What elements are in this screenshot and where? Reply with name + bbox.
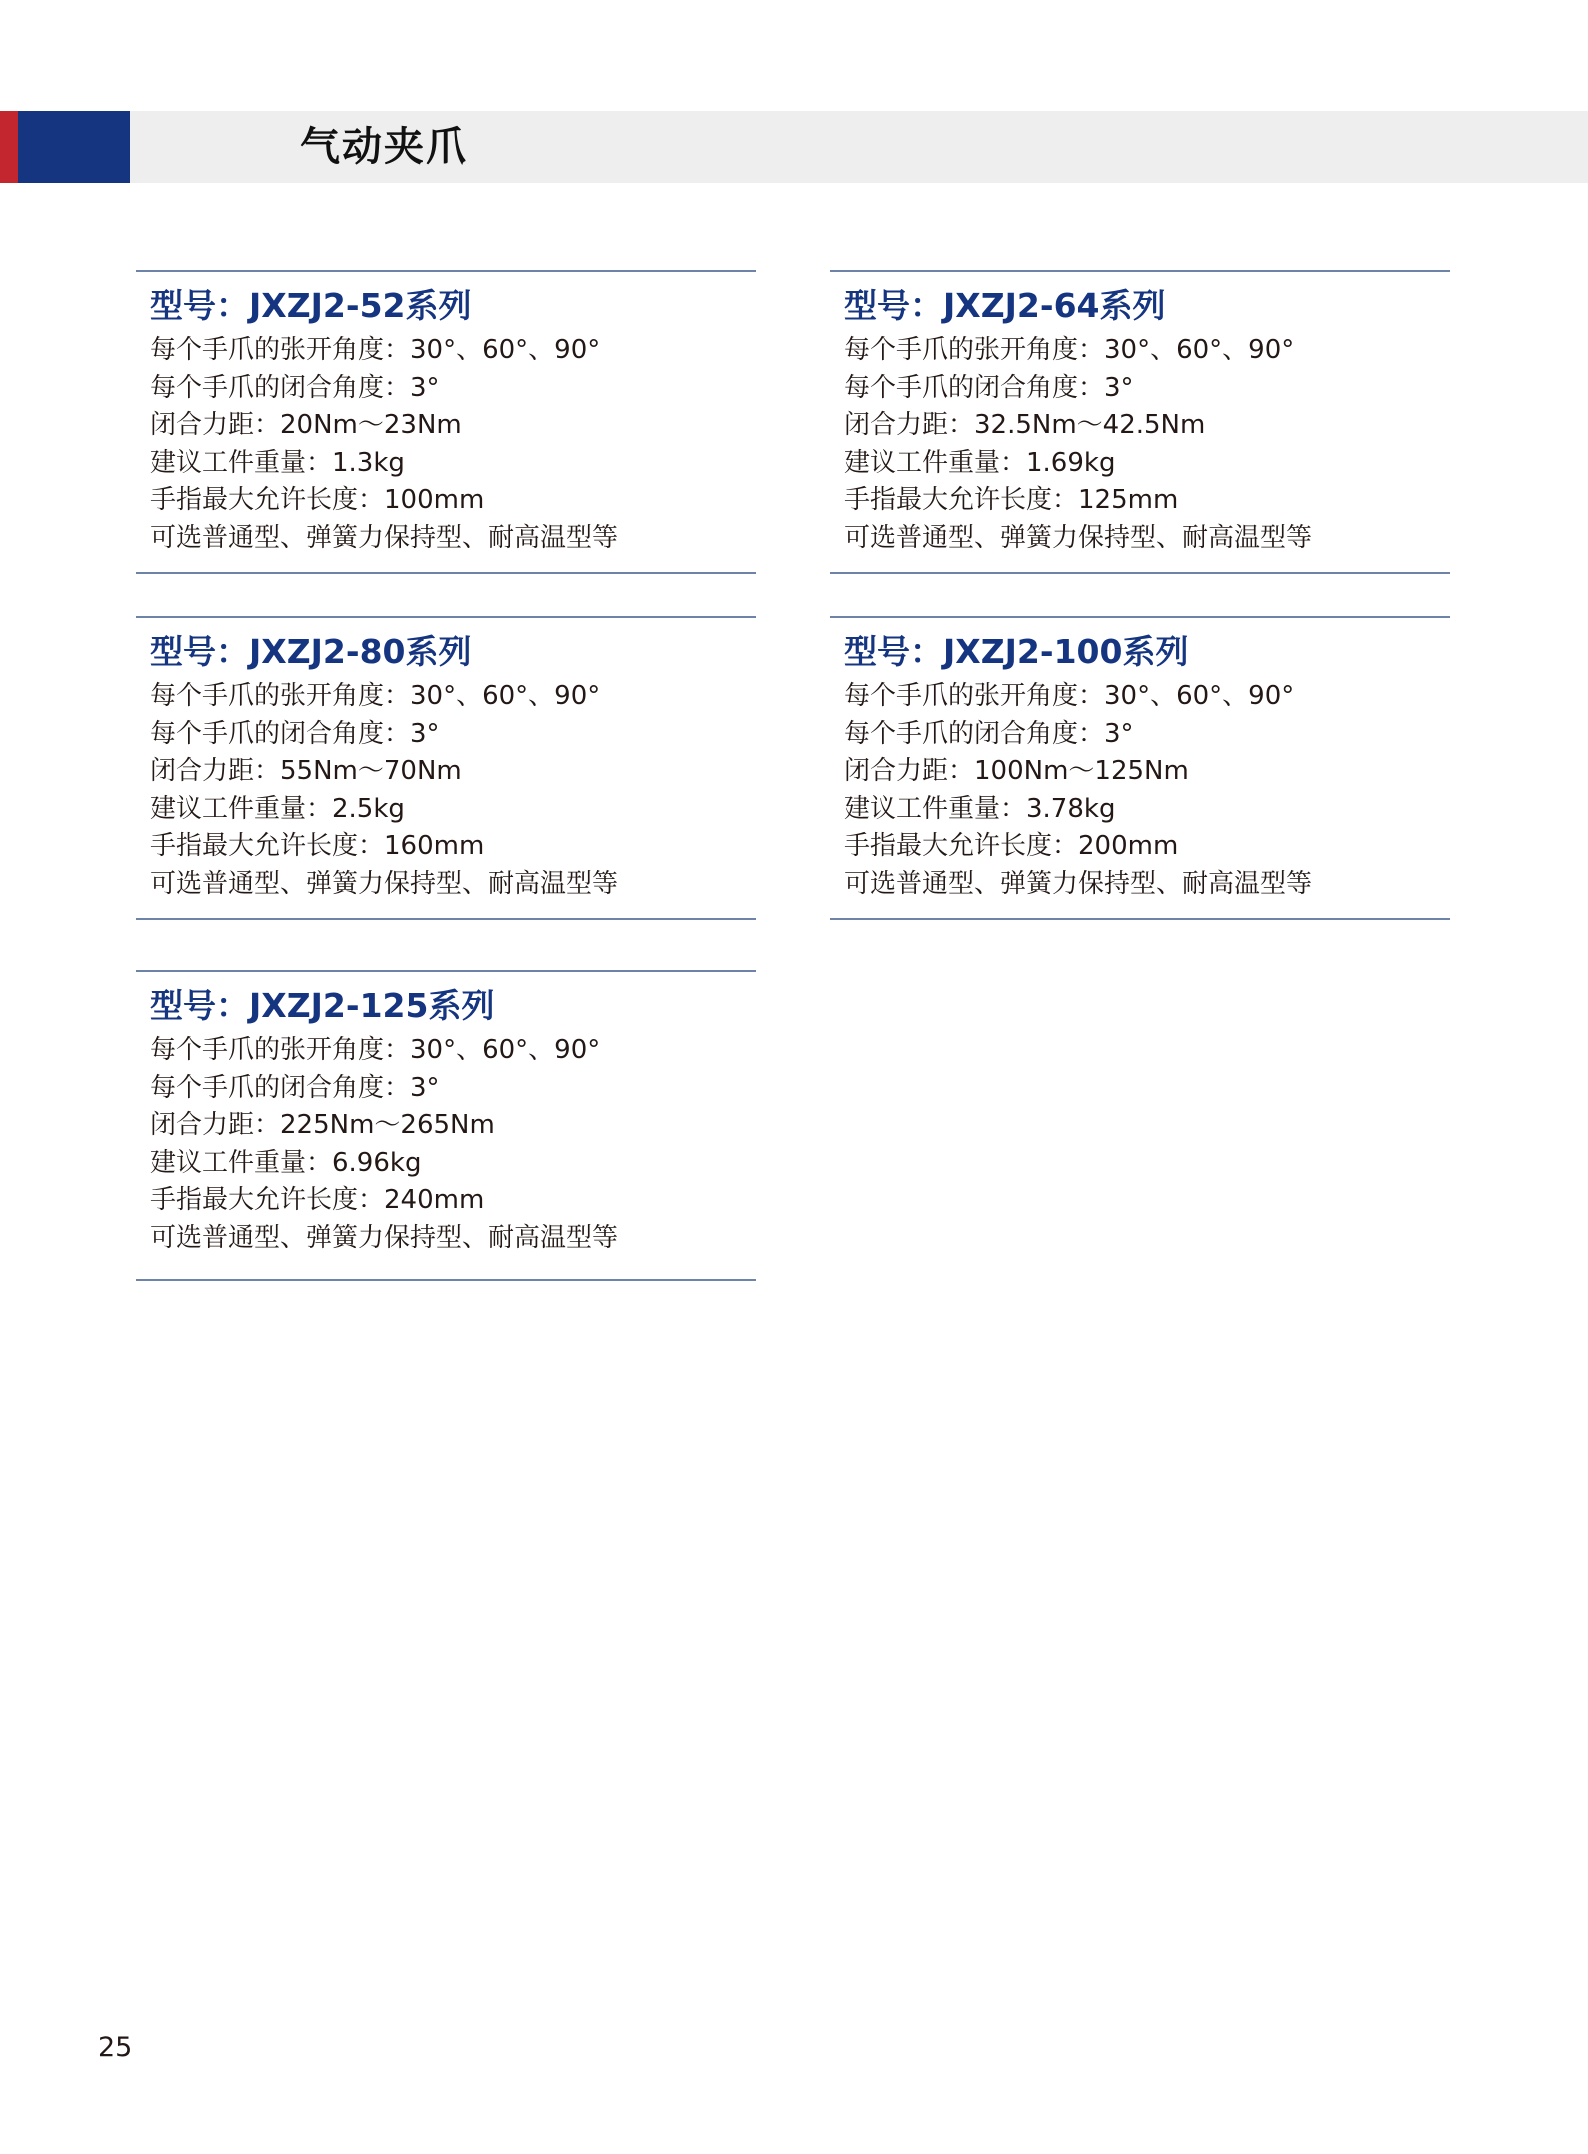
card-title: 型号：JXZJ2-64系列	[844, 286, 1166, 325]
spec-closing-torque: 闭合力距：55Nm～70Nm	[150, 756, 462, 786]
spec-open-angle: 每个手爪的张开角度：30°、60°、90°	[844, 335, 1295, 365]
header-blue-accent	[18, 111, 130, 183]
spec-closing-torque: 闭合力距：100Nm～125Nm	[844, 756, 1189, 786]
spec-options: 可选普通型、弹簧力保持型、耐高温型等	[844, 522, 1313, 553]
spec-card-jxzj2-125	[136, 970, 756, 1281]
spec-max-finger-length: 手指最大允许长度：240mm	[150, 1185, 485, 1215]
spec-options: 可选普通型、弹簧力保持型、耐高温型等	[150, 868, 619, 899]
spec-card-jxzj2-80	[136, 616, 756, 920]
card-title: 型号：JXZJ2-100系列	[844, 632, 1189, 671]
card-title: 型号：JXZJ2-52系列	[150, 286, 472, 325]
spec-max-finger-length: 手指最大允许长度：125mm	[844, 485, 1179, 515]
card-title: 型号：JXZJ2-80系列	[150, 632, 472, 671]
card-title: 型号：JXZJ2-125系列	[150, 986, 495, 1025]
spec-card-jxzj2-100	[830, 616, 1450, 920]
spec-close-angle: 每个手爪的闭合角度：3°	[150, 372, 440, 403]
spec-open-angle: 每个手爪的张开角度：30°、60°、90°	[150, 681, 601, 711]
spec-close-angle: 每个手爪的闭合角度：3°	[150, 718, 440, 749]
spec-max-finger-length: 手指最大允许长度：100mm	[150, 485, 485, 515]
spec-options: 可选普通型、弹簧力保持型、耐高温型等	[150, 1222, 619, 1253]
spec-max-finger-length: 手指最大允许长度：160mm	[150, 831, 485, 861]
spec-options: 可选普通型、弹簧力保持型、耐高温型等	[844, 868, 1313, 899]
page-title: 气动夹爪	[300, 124, 468, 170]
spec-open-angle: 每个手爪的张开角度：30°、60°、90°	[150, 335, 601, 365]
spec-workpiece-weight: 建议工件重量：3.78kg	[844, 793, 1116, 824]
spec-card-jxzj2-64	[830, 270, 1450, 574]
header-red-accent	[0, 111, 18, 183]
spec-closing-torque: 闭合力距：20Nm～23Nm	[150, 410, 462, 440]
spec-close-angle: 每个手爪的闭合角度：3°	[844, 372, 1134, 403]
spec-workpiece-weight: 建议工件重量：1.69kg	[844, 447, 1116, 478]
spec-close-angle: 每个手爪的闭合角度：3°	[844, 718, 1134, 749]
spec-card-jxzj2-52	[136, 270, 756, 574]
spec-open-angle: 每个手爪的张开角度：30°、60°、90°	[844, 681, 1295, 711]
spec-workpiece-weight: 建议工件重量：6.96kg	[150, 1147, 422, 1178]
spec-closing-torque: 闭合力距：225Nm～265Nm	[150, 1110, 495, 1140]
spec-close-angle: 每个手爪的闭合角度：3°	[150, 1072, 440, 1103]
page-number: 25	[98, 2032, 133, 2063]
spec-max-finger-length: 手指最大允许长度：200mm	[844, 831, 1179, 861]
header-band	[0, 111, 1588, 183]
spec-workpiece-weight: 建议工件重量：2.5kg	[150, 793, 405, 824]
spec-options: 可选普通型、弹簧力保持型、耐高温型等	[150, 522, 619, 553]
spec-workpiece-weight: 建议工件重量：1.3kg	[150, 447, 405, 478]
spec-open-angle: 每个手爪的张开角度：30°、60°、90°	[150, 1035, 601, 1065]
spec-closing-torque: 闭合力距：32.5Nm～42.5Nm	[844, 410, 1206, 440]
